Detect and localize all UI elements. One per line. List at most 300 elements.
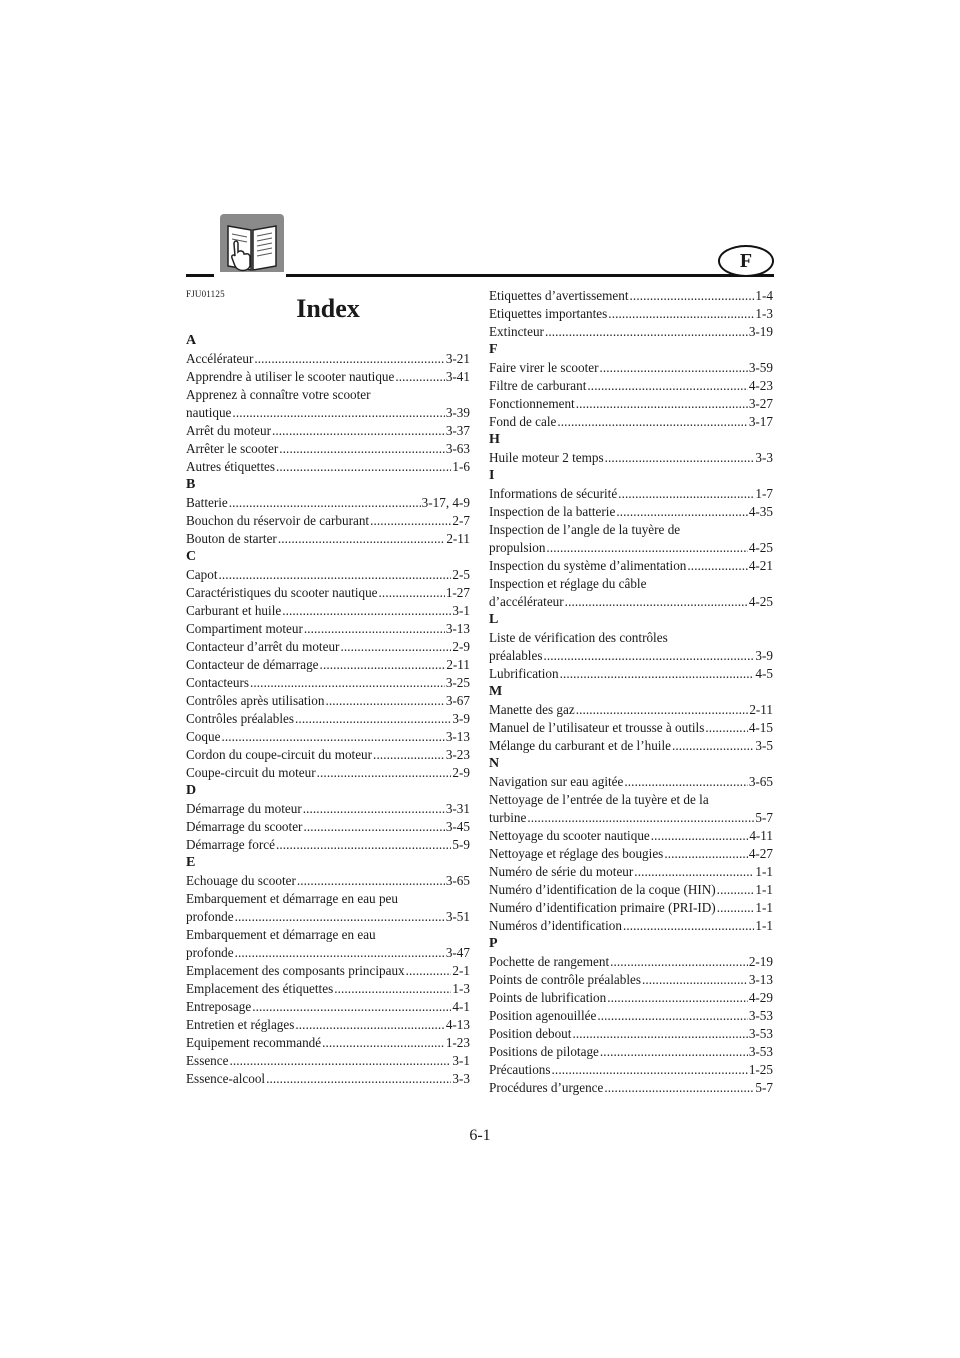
index-entry-label: Faire virer le scooter bbox=[489, 360, 599, 375]
dot-leader bbox=[546, 539, 747, 557]
dot-leader bbox=[266, 1070, 451, 1088]
index-entry-label: Fond de cale bbox=[489, 414, 557, 429]
index-entry[interactable] bbox=[489, 701, 773, 719]
index-entry[interactable] bbox=[186, 890, 470, 926]
index-entry-label: Contacteur de démarrage bbox=[186, 657, 319, 672]
index-entry-label: Apprenez à connaître votre scooter bbox=[186, 387, 371, 402]
index-entry-page: 3-67 bbox=[445, 693, 470, 708]
dot-leader bbox=[605, 449, 755, 467]
index-entry-label: propulsion bbox=[489, 540, 546, 555]
index-letter: P bbox=[489, 936, 498, 951]
index-entry-label: Capot bbox=[186, 567, 218, 582]
index-entry-page: 3-23 bbox=[445, 747, 470, 762]
index-entry-label: Inspection de la batterie bbox=[489, 504, 616, 519]
index-entry-label: Contrôles préalables bbox=[186, 711, 295, 726]
index-entry-page: 3-3 bbox=[452, 1071, 470, 1086]
index-entry[interactable] bbox=[186, 530, 470, 548]
index-entry-label: profonde bbox=[186, 945, 234, 960]
dot-leader bbox=[634, 863, 754, 881]
index-entry-label: Arrêter le scooter bbox=[186, 441, 279, 456]
dot-leader bbox=[610, 953, 748, 971]
index-entry[interactable] bbox=[186, 368, 470, 386]
manual-reading-icon-graphic bbox=[220, 214, 284, 278]
dot-leader bbox=[599, 359, 747, 377]
index-entry-page: 4-5 bbox=[755, 666, 773, 681]
index-entry-page: 4-27 bbox=[748, 846, 773, 861]
index-entry-page: 2-9 bbox=[452, 639, 470, 654]
index-entry[interactable] bbox=[186, 872, 470, 890]
index-entry-page: 2-5 bbox=[452, 567, 470, 582]
index-entry-label: Nettoyage et réglage des bougies bbox=[489, 846, 664, 861]
index-entry-page: 3-9 bbox=[755, 648, 773, 663]
manual-reading-icon bbox=[220, 214, 284, 278]
index-entry[interactable] bbox=[186, 602, 470, 620]
index-entry[interactable] bbox=[186, 746, 470, 764]
index-entry-label: Manette des gaz bbox=[489, 702, 575, 717]
dot-leader bbox=[623, 917, 754, 935]
dot-leader bbox=[276, 836, 451, 854]
dot-leader bbox=[221, 728, 444, 746]
index-entry-label: turbine bbox=[489, 810, 527, 825]
dot-leader bbox=[687, 557, 747, 575]
dot-leader bbox=[607, 989, 748, 1007]
dot-leader bbox=[560, 665, 755, 683]
index-entry-page: 1-1 bbox=[755, 900, 773, 915]
index-entry-label: Embarquement et démarrage en eau peu bbox=[186, 891, 398, 906]
index-entry[interactable] bbox=[489, 449, 773, 467]
index-entry-label: Arrêt du moteur bbox=[186, 423, 271, 438]
index-entry-page: 1-27 bbox=[445, 585, 470, 600]
index-entry-label: Contacteur d’arrêt du moteur bbox=[186, 639, 340, 654]
index-entry-label: Points de lubrification bbox=[489, 990, 607, 1005]
index-entry[interactable] bbox=[489, 1079, 773, 1097]
dot-leader bbox=[616, 503, 747, 521]
dot-leader bbox=[276, 458, 451, 476]
dot-leader bbox=[604, 1079, 754, 1097]
dot-leader bbox=[545, 323, 748, 341]
dot-leader bbox=[235, 908, 445, 926]
index-entry-label: Entreposage bbox=[186, 999, 252, 1014]
dot-leader bbox=[297, 872, 445, 890]
index-entry-page: 4-25 bbox=[748, 540, 773, 555]
index-entry-page: 4-29 bbox=[748, 990, 773, 1005]
dot-leader bbox=[576, 701, 749, 719]
dot-leader bbox=[717, 881, 755, 899]
dot-leader bbox=[651, 827, 749, 845]
index-entry-label: Equipement recommandé bbox=[186, 1035, 322, 1050]
index-entry-page: 1-6 bbox=[452, 459, 470, 474]
index-entry-label: Informations de sécurité bbox=[489, 486, 618, 501]
index-entry[interactable] bbox=[489, 503, 773, 521]
index-entry-page: 4-25 bbox=[748, 594, 773, 609]
dot-leader bbox=[642, 971, 748, 989]
dot-leader bbox=[557, 413, 747, 431]
index-entry[interactable] bbox=[489, 719, 773, 737]
dot-leader bbox=[229, 494, 421, 512]
index-entry[interactable] bbox=[186, 926, 470, 962]
index-entry-label: Numéros d’identification bbox=[489, 918, 622, 933]
index-entry[interactable] bbox=[186, 512, 470, 530]
index-entry[interactable] bbox=[489, 881, 773, 899]
page-title: Index bbox=[296, 294, 360, 323]
index-entry-page: 2-11 bbox=[446, 657, 470, 672]
dot-leader bbox=[664, 845, 748, 863]
index-entry-page: 1-1 bbox=[755, 918, 773, 933]
dot-leader bbox=[303, 818, 444, 836]
dot-leader bbox=[624, 773, 747, 791]
document-code: FJU01125 bbox=[186, 289, 225, 299]
index-entry[interactable] bbox=[186, 1070, 470, 1088]
index-entry-label: nautique bbox=[186, 405, 232, 420]
index-entry[interactable] bbox=[489, 971, 773, 989]
index-column-right bbox=[489, 287, 773, 1097]
index-entry-page: 1-3 bbox=[755, 306, 773, 321]
index-entry[interactable] bbox=[489, 575, 773, 611]
dot-leader bbox=[340, 638, 451, 656]
index-entry-page: 3-53 bbox=[748, 1008, 773, 1023]
dot-leader bbox=[303, 800, 445, 818]
index-letter: L bbox=[489, 612, 499, 627]
dot-leader bbox=[304, 620, 445, 638]
dot-leader bbox=[395, 368, 444, 386]
index-entry-page: 4-35 bbox=[748, 504, 773, 519]
index-entry-page: 2-7 bbox=[452, 513, 470, 528]
index-entry-label: Bouchon du réservoir de carburant bbox=[186, 513, 370, 528]
index-entry-page: 3-3 bbox=[755, 450, 773, 465]
index-entry-page: 4-21 bbox=[748, 558, 773, 573]
dot-leader bbox=[370, 512, 451, 530]
dot-leader bbox=[278, 530, 445, 548]
dot-leader bbox=[334, 980, 451, 998]
index-entry-page: 3-1 bbox=[452, 603, 470, 618]
index-entry-page: 3-13 bbox=[445, 729, 470, 744]
index-entry-page: 2-11 bbox=[446, 531, 470, 546]
dot-leader bbox=[597, 1007, 747, 1025]
index-entry[interactable] bbox=[186, 386, 470, 422]
index-entry-label: Entretien et réglages bbox=[186, 1017, 295, 1032]
index-entry-label: Carburant et huile bbox=[186, 603, 282, 618]
dot-leader bbox=[317, 764, 452, 782]
dot-leader bbox=[565, 593, 748, 611]
index-entry[interactable] bbox=[489, 395, 773, 413]
index-column-left bbox=[186, 332, 470, 1088]
dot-leader bbox=[282, 602, 451, 620]
dot-leader bbox=[252, 998, 451, 1016]
index-entry-page: 3-21 bbox=[445, 351, 470, 366]
index-entry-label: Extincteur bbox=[489, 324, 544, 339]
dot-leader bbox=[630, 287, 755, 305]
dot-leader bbox=[705, 719, 747, 737]
index-entry[interactable] bbox=[489, 1043, 773, 1061]
index-entry[interactable] bbox=[186, 1034, 470, 1052]
index-entry-label: Emplacement des composants principaux bbox=[186, 963, 405, 978]
index-entry[interactable] bbox=[489, 377, 773, 395]
language-badge: F bbox=[718, 245, 774, 277]
index-entry-label: Position agenouillée bbox=[489, 1008, 597, 1023]
index-entry[interactable] bbox=[489, 899, 773, 917]
index-entry[interactable] bbox=[186, 638, 470, 656]
dot-leader bbox=[295, 710, 451, 728]
dot-leader bbox=[219, 566, 452, 584]
index-entry[interactable] bbox=[489, 953, 773, 971]
index-entry[interactable] bbox=[186, 656, 470, 674]
index-entry-page: 5-9 bbox=[452, 837, 470, 852]
index-entry-page: 3-19 bbox=[748, 324, 773, 339]
index-entry[interactable] bbox=[489, 413, 773, 431]
index-entry[interactable] bbox=[186, 422, 470, 440]
index-entry-label: d’accélérateur bbox=[489, 594, 564, 609]
index-entry-page: 1-23 bbox=[445, 1035, 470, 1050]
index-entry-page: 2-19 bbox=[748, 954, 773, 969]
index-entry-label: Essence-alcool bbox=[186, 1071, 266, 1086]
index-entry[interactable] bbox=[186, 674, 470, 692]
index-entry-page: 1-3 bbox=[452, 981, 470, 996]
index-letter: A bbox=[186, 333, 197, 348]
dot-leader bbox=[250, 674, 445, 692]
dot-leader bbox=[527, 809, 754, 827]
index-entry-page: 3-41 bbox=[445, 369, 470, 384]
index-entry[interactable] bbox=[186, 836, 470, 854]
index-entry[interactable] bbox=[489, 791, 773, 827]
index-entry-page: 1-4 bbox=[755, 288, 773, 303]
index-entry[interactable] bbox=[489, 1025, 773, 1043]
index-entry-label: Coque bbox=[186, 729, 221, 744]
index-entry[interactable] bbox=[489, 629, 773, 665]
index-entry-label: Procédures d’urgence bbox=[489, 1080, 604, 1095]
index-entry-label: Echouage du scooter bbox=[186, 873, 296, 888]
index-entry-label: Démarrage forcé bbox=[186, 837, 275, 852]
index-entry-label: Numéro d’identification de la coque (HIN) bbox=[489, 882, 716, 897]
index-entry[interactable] bbox=[186, 1016, 470, 1034]
index-entry[interactable] bbox=[489, 1061, 773, 1079]
index-entry-label: Filtre de carburant bbox=[489, 378, 587, 393]
index-entry-label: Précautions bbox=[489, 1062, 551, 1077]
index-entry-page: 4-13 bbox=[445, 1017, 470, 1032]
index-entry-page: 3-9 bbox=[452, 711, 470, 726]
index-entry-page: 2-1 bbox=[452, 963, 470, 978]
dot-leader bbox=[254, 350, 444, 368]
dot-leader bbox=[587, 377, 747, 395]
index-entry-label: Bouton de starter bbox=[186, 531, 277, 546]
index-entry[interactable] bbox=[186, 998, 470, 1016]
index-entry-label: Inspection du système d’alimentation bbox=[489, 558, 687, 573]
dot-leader bbox=[717, 899, 755, 917]
dot-leader bbox=[373, 746, 445, 764]
index-entry-label: Etiquettes importantes bbox=[489, 306, 608, 321]
index-entry[interactable] bbox=[489, 557, 773, 575]
index-entry-label: Pochette de rangement bbox=[489, 954, 610, 969]
index-entry-page: 4-11 bbox=[749, 828, 773, 843]
index-entry[interactable] bbox=[186, 458, 470, 476]
index-entry-page: 1-1 bbox=[755, 864, 773, 879]
index-entry-page: 1-7 bbox=[755, 486, 773, 501]
page-number: 6-1 bbox=[469, 1127, 491, 1144]
index-entry[interactable] bbox=[186, 566, 470, 584]
index-entry[interactable] bbox=[186, 494, 470, 512]
index-entry[interactable] bbox=[186, 980, 470, 998]
index-entry-page: 3-27 bbox=[748, 396, 773, 411]
index-entry-label: Position debout bbox=[489, 1026, 572, 1041]
index-letter: H bbox=[489, 432, 500, 447]
index-entry-page: 3-37 bbox=[445, 423, 470, 438]
index-entry[interactable] bbox=[489, 989, 773, 1007]
index-entry-page: 3-63 bbox=[445, 441, 470, 456]
index-entry-page: 3-17 bbox=[748, 414, 773, 429]
index-entry-page: 4-23 bbox=[748, 378, 773, 393]
index-entry[interactable] bbox=[186, 728, 470, 746]
index-entry[interactable] bbox=[186, 800, 470, 818]
index-letter: E bbox=[186, 855, 196, 870]
index-entry[interactable] bbox=[186, 818, 470, 836]
index-entry-label: Contacteurs bbox=[186, 675, 249, 690]
index-entry-label: Batterie bbox=[186, 495, 228, 510]
index-entry-label: Cordon du coupe-circuit du moteur bbox=[186, 747, 373, 762]
index-entry-page: 3-17, 4-9 bbox=[421, 495, 470, 510]
index-entry-page: 3-53 bbox=[748, 1026, 773, 1041]
index-letter: I bbox=[489, 468, 495, 483]
index-entry-page: 3-13 bbox=[445, 621, 470, 636]
index-entry[interactable] bbox=[489, 287, 773, 305]
dot-leader bbox=[552, 1061, 748, 1079]
index-letter: C bbox=[186, 549, 197, 564]
index-entry-page: 3-51 bbox=[445, 909, 470, 924]
index-entry-page: 1-1 bbox=[755, 882, 773, 897]
index-entry-page: 3-65 bbox=[748, 774, 773, 789]
index-entry[interactable] bbox=[489, 845, 773, 863]
index-entry-page: 3-13 bbox=[748, 972, 773, 987]
index-entry[interactable] bbox=[186, 620, 470, 638]
index-entry-page: 3-47 bbox=[445, 945, 470, 960]
dot-leader bbox=[235, 944, 445, 962]
index-entry-label: Points de contrôle préalables bbox=[489, 972, 641, 987]
index-entry-page: 3-45 bbox=[445, 819, 470, 834]
dot-leader bbox=[232, 404, 444, 422]
dot-leader bbox=[576, 395, 748, 413]
index-entry-label: Démarrage du scooter bbox=[186, 819, 303, 834]
index-entry-label: Essence bbox=[186, 1053, 229, 1068]
index-entry-page: 5-7 bbox=[755, 810, 773, 825]
index-entry-label: Lubrification bbox=[489, 666, 559, 681]
index-entry-label: Nettoyage de l’entrée de la tuyère et de la bbox=[489, 792, 709, 807]
index-entry-label: Fonctionnement bbox=[489, 396, 575, 411]
dot-leader bbox=[229, 1052, 451, 1070]
index-entry-label: profonde bbox=[186, 909, 234, 924]
dot-leader bbox=[322, 1034, 445, 1052]
index-letter: N bbox=[489, 756, 500, 771]
index-letter: M bbox=[489, 684, 503, 699]
index-entry[interactable] bbox=[489, 485, 773, 503]
index-entry-page: 2-9 bbox=[452, 765, 470, 780]
index-entry-page: 4-15 bbox=[748, 720, 773, 735]
index-entry-label: Démarrage du moteur bbox=[186, 801, 302, 816]
index-entry-page: 3-39 bbox=[445, 405, 470, 420]
index-entry[interactable] bbox=[489, 305, 773, 323]
index-entry[interactable] bbox=[489, 323, 773, 341]
index-entry[interactable] bbox=[489, 917, 773, 935]
index-entry[interactable] bbox=[186, 692, 470, 710]
index-entry[interactable] bbox=[186, 764, 470, 782]
index-entry-page: 3-5 bbox=[755, 738, 773, 753]
index-entry-label: Manuel de l’utilisateur et trousse à outils bbox=[489, 720, 705, 735]
index-entry-page: 3-59 bbox=[748, 360, 773, 375]
index-entry[interactable] bbox=[186, 962, 470, 980]
dot-leader bbox=[543, 647, 754, 665]
index-entry-label: Nettoyage du scooter nautique bbox=[489, 828, 650, 843]
index-entry[interactable] bbox=[489, 827, 773, 845]
dot-leader bbox=[572, 1025, 747, 1043]
index-entry-label: Caractéristiques du scooter nautique bbox=[186, 585, 378, 600]
index-entry[interactable] bbox=[489, 665, 773, 683]
index-entry[interactable] bbox=[489, 737, 773, 755]
index-entry-page: 3-65 bbox=[445, 873, 470, 888]
index-entry-label: Inspection de l’angle de la tuyère de bbox=[489, 522, 681, 537]
index-entry[interactable] bbox=[186, 710, 470, 728]
index-entry-label: Apprendre à utiliser le scooter nautique bbox=[186, 369, 395, 384]
dot-leader bbox=[279, 440, 445, 458]
dot-leader bbox=[320, 656, 446, 674]
dot-leader bbox=[618, 485, 754, 503]
dot-leader bbox=[608, 305, 754, 323]
index-entry-label: Mélange du carburant et de l’huile bbox=[489, 738, 671, 753]
index-entry-label: Emplacement des étiquettes bbox=[186, 981, 334, 996]
index-entry-page: 3-1 bbox=[452, 1053, 470, 1068]
index-entry[interactable] bbox=[489, 773, 773, 791]
dot-leader bbox=[272, 422, 445, 440]
index-entry-page: 4-1 bbox=[452, 999, 470, 1014]
index-entry[interactable] bbox=[489, 521, 773, 557]
dot-leader bbox=[600, 1043, 748, 1061]
index-entry-page: 1-25 bbox=[748, 1062, 773, 1077]
header-rule-gap bbox=[214, 272, 286, 279]
index-entry-label: Coupe-circuit du moteur bbox=[186, 765, 316, 780]
index-entry-label: Positions de pilotage bbox=[489, 1044, 599, 1059]
index-entry-label: Autres étiquettes bbox=[186, 459, 275, 474]
index-entry-page: 2-11 bbox=[749, 702, 773, 717]
index-entry[interactable] bbox=[489, 359, 773, 377]
index-entry-page: 3-31 bbox=[445, 801, 470, 816]
index-entry-label: préalables bbox=[489, 648, 543, 663]
index-entry-page: 5-7 bbox=[755, 1080, 773, 1095]
index-entry-label: Numéro de série du moteur bbox=[489, 864, 634, 879]
index-entry-label: Huile moteur 2 temps bbox=[489, 450, 604, 465]
index-entry-label: Embarquement et démarrage en eau bbox=[186, 927, 376, 942]
index-entry[interactable] bbox=[489, 1007, 773, 1025]
dot-leader bbox=[379, 584, 445, 602]
dot-leader bbox=[406, 962, 452, 980]
index-entry-page: 3-25 bbox=[445, 675, 470, 690]
index-letter: B bbox=[186, 477, 196, 492]
index-entry[interactable] bbox=[186, 440, 470, 458]
dot-leader bbox=[325, 692, 444, 710]
index-letter: F bbox=[489, 342, 498, 357]
index-entry-label: Numéro d’identification primaire (PRI-ID) bbox=[489, 900, 716, 915]
index-entry[interactable] bbox=[489, 863, 773, 881]
index-entry-page: 3-53 bbox=[748, 1044, 773, 1059]
index-letter: D bbox=[186, 783, 197, 798]
index-entry-label: Navigation sur eau agitée bbox=[489, 774, 624, 789]
index-entry-label: Contrôles après utilisation bbox=[186, 693, 325, 708]
index-entry[interactable] bbox=[186, 584, 470, 602]
index-entry-label: Accélérateur bbox=[186, 351, 254, 366]
index-entry-label: Compartiment moteur bbox=[186, 621, 303, 636]
index-entry-label: Liste de vérification des contrôles bbox=[489, 630, 668, 645]
dot-leader bbox=[672, 737, 754, 755]
index-entry[interactable] bbox=[186, 1052, 470, 1070]
index-entry-label: Etiquettes d’avertissement bbox=[489, 288, 629, 303]
index-entry-label: Inspection et réglage du câble bbox=[489, 576, 647, 591]
dot-leader bbox=[295, 1016, 444, 1034]
index-entry[interactable] bbox=[186, 350, 470, 368]
